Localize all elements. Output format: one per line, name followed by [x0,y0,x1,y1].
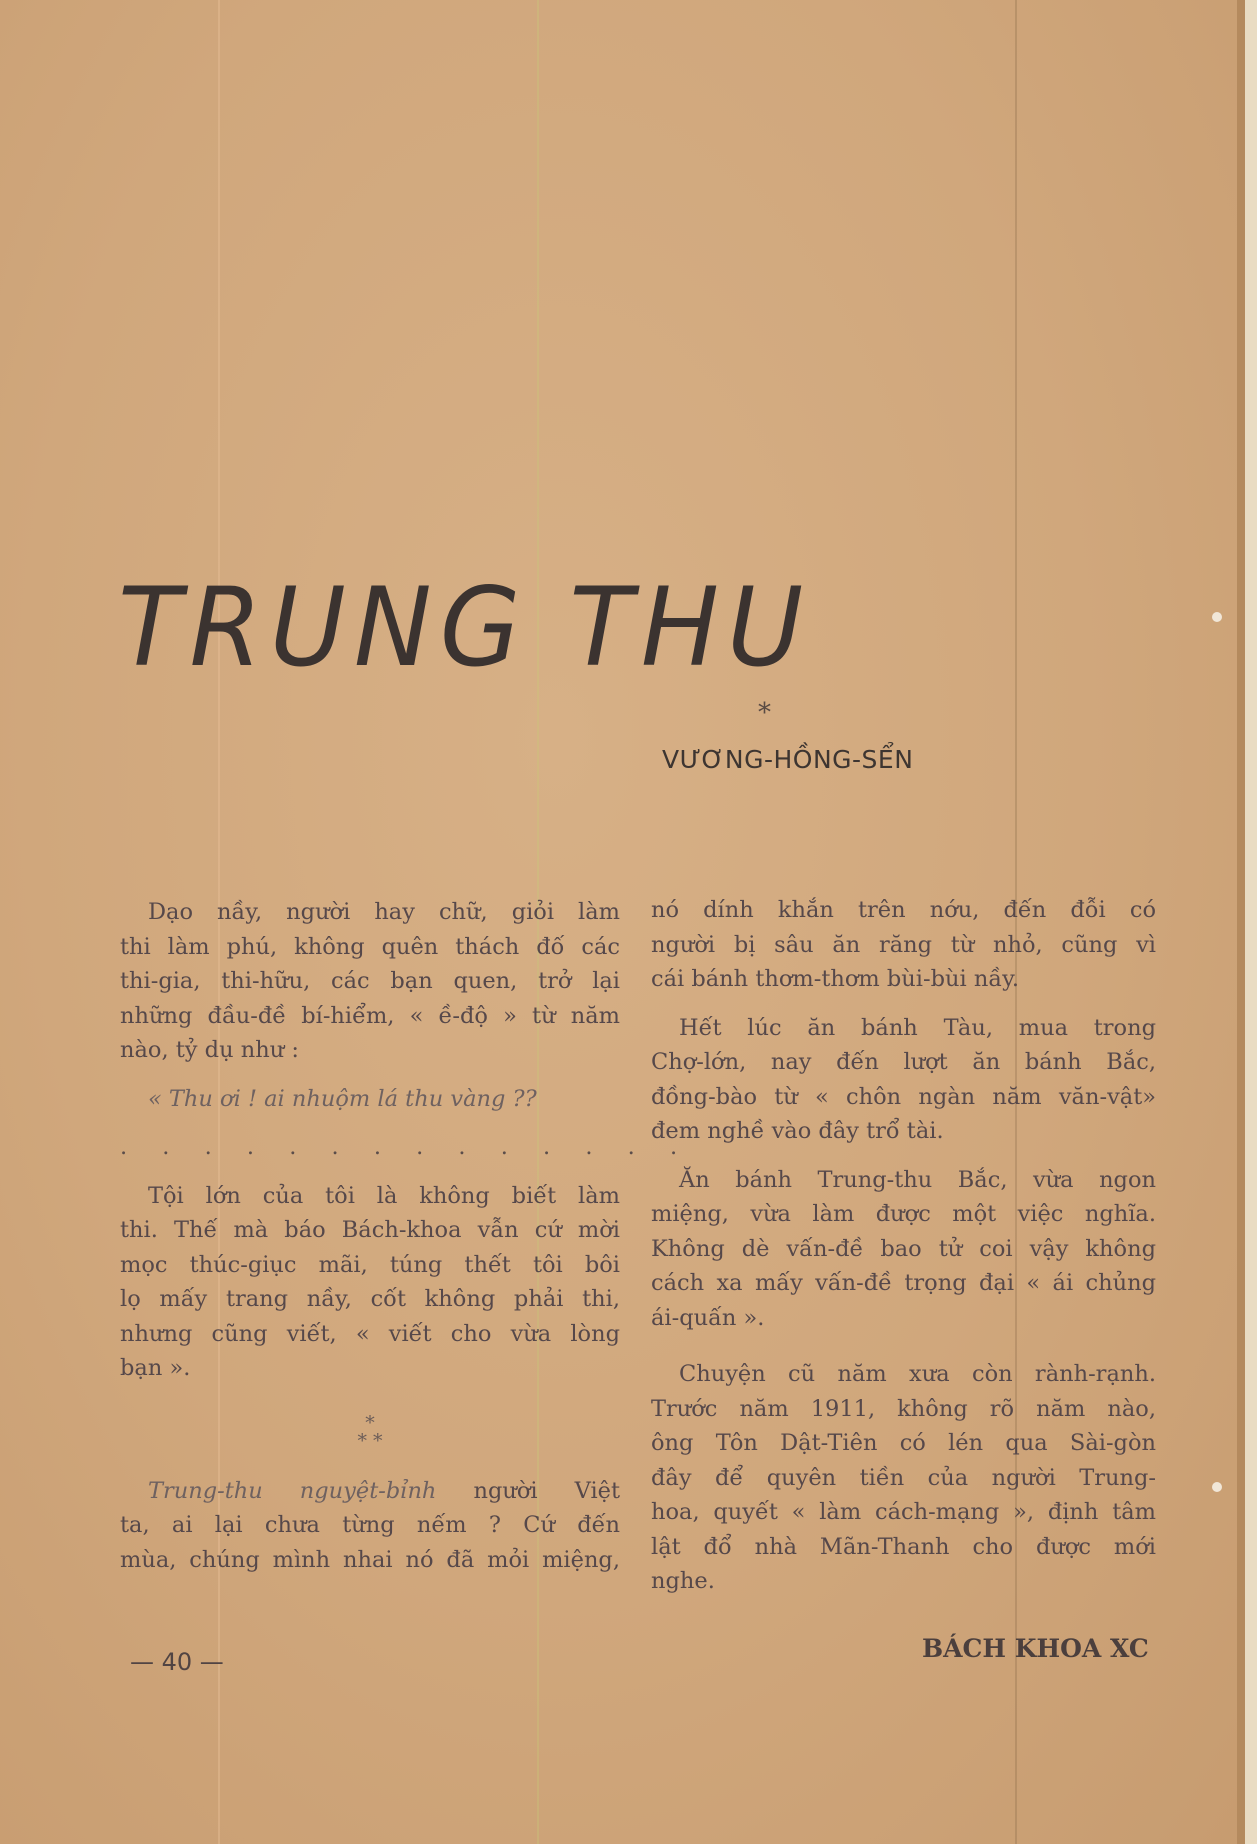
text-line: Chợ-lớn, nay đến lượt ăn bánh Bắc, [651,1049,1156,1075]
binding-hole [1212,612,1222,622]
text-line: thi-gia, thi-hữu, các bạn quen, trở lại [120,968,620,994]
text-line: hoa, quyết « làm cách-mạng », định tâm [651,1499,1156,1525]
text-line: cách xa mấy vấn-đề trọng đại « ái chủng [651,1270,1156,1296]
text-line: Tội lớn của tôi là không biết làm [148,1182,620,1209]
text-line: Ăn bánh Trung-thu Bắc, vừa ngon [679,1166,1156,1193]
article-title: TRUNG THU [118,562,812,692]
text-line: ta, ai lại chưa từng nếm ? Cứ đến [120,1512,620,1538]
text-line: nào, tỷ dụ như : [120,1037,299,1063]
text-line: lọ mấy trang nầy, cốt không phải thi, [120,1286,620,1312]
text-line: người bị sâu ăn răng từ nhỏ, cũng vì [651,931,1156,958]
text-line: Chuyện cũ năm xưa còn rành-rạnh. [679,1361,1156,1387]
section-break: * * * [357,1411,383,1452]
text-line: Không dè vấn-đề bao tử coi vậy không [651,1235,1156,1262]
page-number: — 40 — [130,1648,224,1676]
text-line: đồng-bào từ « chôn ngàn năm văn-vật» [651,1083,1156,1110]
italic-phrase: Trung-thu nguyệt-bỉnh [148,1477,437,1504]
text-line: thi làm phú, không quên thách đố các [120,933,620,960]
left-column [120,895,692,1577]
text-line: Trung-thu nguyệt-bỉnh người Việt [148,1477,620,1504]
poem-quote: « Thu ơi ! ai nhuộm lá thu vàng ?? [148,1085,537,1112]
text-line: ông Tôn Dật-Tiên có lén qua Sài-gòn [651,1430,1156,1456]
text-line: nghe. [651,1568,715,1594]
text-line: lật đổ nhà Mãn-Thanh cho được mới [651,1533,1156,1560]
text-line: Dạo nầy, người hay chữ, giỏi làm [148,899,620,925]
text-line: thi. Thế mà báo Bách-khoa vẫn cứ mời [120,1217,620,1243]
text-line: nhưng cũng viết, « viết cho vừa lòng [120,1320,620,1347]
magazine-name: BÁCH KHOA XC [922,1634,1149,1663]
text-line: mùa, chúng mình nhai nó đã mỏi miệng, [120,1546,620,1573]
text-line: Hết lúc ăn bánh Tàu, mua trong [679,1014,1156,1041]
right-column [651,893,1156,1599]
text-line: Trước năm 1911, không rõ năm nào, [651,1395,1156,1422]
text-line: những đầu-đề bí-hiểm, « ề-độ » từ năm [120,1002,620,1029]
text-line: nó dính khắn trên nớu, đến đỗi có [651,897,1156,923]
text-line: ái-quấn ». [651,1304,765,1331]
text-line: đây để quyên tiền của người Trung- [651,1464,1156,1491]
text-line: mọc thúc-giục mãi, túng thết tôi bôi [120,1251,620,1278]
author-name: VƯƠNG-HỒNG-SỂN [662,745,914,774]
text-line: bạn ». [120,1355,191,1381]
ellipsis-divider: . . . . . . . . . . . . . . [120,1134,692,1160]
text-line: đem nghề vào đây trổ tài. [651,1118,944,1144]
text-line: cái bánh thơm-thơm bùi-bùi nầy. [651,966,1019,992]
ornament: * [758,698,771,728]
binding-hole [1212,1482,1222,1492]
text-line: miệng, vừa làm được một việc nghĩa. [651,1201,1156,1227]
